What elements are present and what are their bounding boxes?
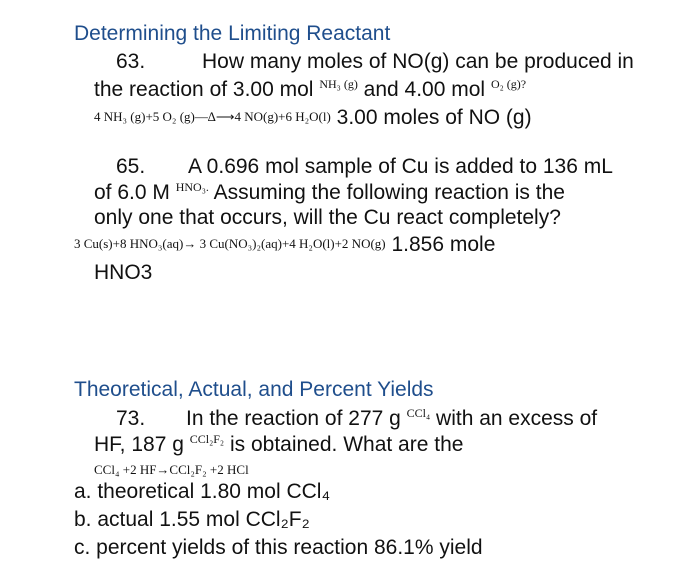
q63-number: 63. — [116, 50, 146, 73]
q73-line2 — [94, 433, 463, 457]
q73-text1b: with an excess of — [436, 407, 598, 430]
q65-line1 — [116, 155, 613, 179]
q73-equation: CCl₄ +2 HF→CCl₂F₂ +2 HCl — [94, 462, 249, 477]
q65-answer-a: 1.856 mole — [391, 233, 496, 256]
q65-line3: only one that occurs, will the Cu react completely? — [94, 206, 561, 229]
q73-line1 — [116, 407, 597, 431]
q73-text1a: In the reaction of 277 g — [186, 407, 401, 430]
q65-number: 65. — [116, 155, 146, 178]
q63-line2 — [94, 78, 526, 102]
q65-text2a: of 6.0 M — [94, 181, 170, 204]
q73-ccl2f2: CCl₂F₂ — [189, 432, 225, 446]
section-heading-yields: Theoretical, Actual, and Percent Yields — [74, 378, 434, 401]
q73-text2b: is obtained. What are the — [229, 433, 464, 456]
q63-o2: O₂ (g)? — [490, 77, 527, 91]
q65-line4 — [74, 233, 495, 257]
q73-part-a: a. theoretical 1.80 mol CCl₄ — [74, 480, 331, 503]
q73-ccl4: CCl₄ — [406, 406, 431, 420]
q63-nh3: NH₃ (g) — [319, 77, 358, 91]
q65-answer-b: HNO3 — [94, 261, 153, 284]
q63-text1: How many moles of NO(g) can be produced in — [202, 50, 634, 73]
q65-line2 — [94, 181, 565, 205]
q73-number: 73. — [116, 407, 146, 430]
q73-part-b: b. actual 1.55 mol CCl₂F₂ — [74, 508, 310, 531]
section-heading-limiting-reactant: Determining the Limiting Reactant — [74, 22, 391, 45]
q63-answer: 3.00 moles of NO (g) — [336, 106, 532, 129]
q73-part-c: c. percent yields of this reaction 86.1% yield — [74, 536, 483, 559]
q63-equation: 4 NH₃ (g)+5 O₂ (g)—∆⟶4 NO(g)+6 H₂O(l) — [94, 109, 331, 124]
q73-text2a: HF, 187 g — [94, 433, 184, 456]
q73-equation-line — [94, 456, 249, 480]
q63-line3 — [94, 106, 532, 130]
q65-text1: A 0.696 mol sample of Cu is added to 136 mL — [188, 155, 613, 178]
q65-equation: 3 Cu(s)+8 HNO₃(aq)→ 3 Cu(NO₃)₂(aq)+4 H₂O(l)+2 NO(g) — [74, 236, 386, 251]
q63-text2a: the reaction of 3.00 mol — [94, 78, 314, 101]
q65-text2b: Assuming the following reaction is the — [213, 181, 565, 204]
q63-text2b: and 4.00 mol — [363, 78, 486, 101]
q65-hno3: HNO₃. — [175, 180, 209, 194]
q63-line1 — [116, 50, 634, 74]
